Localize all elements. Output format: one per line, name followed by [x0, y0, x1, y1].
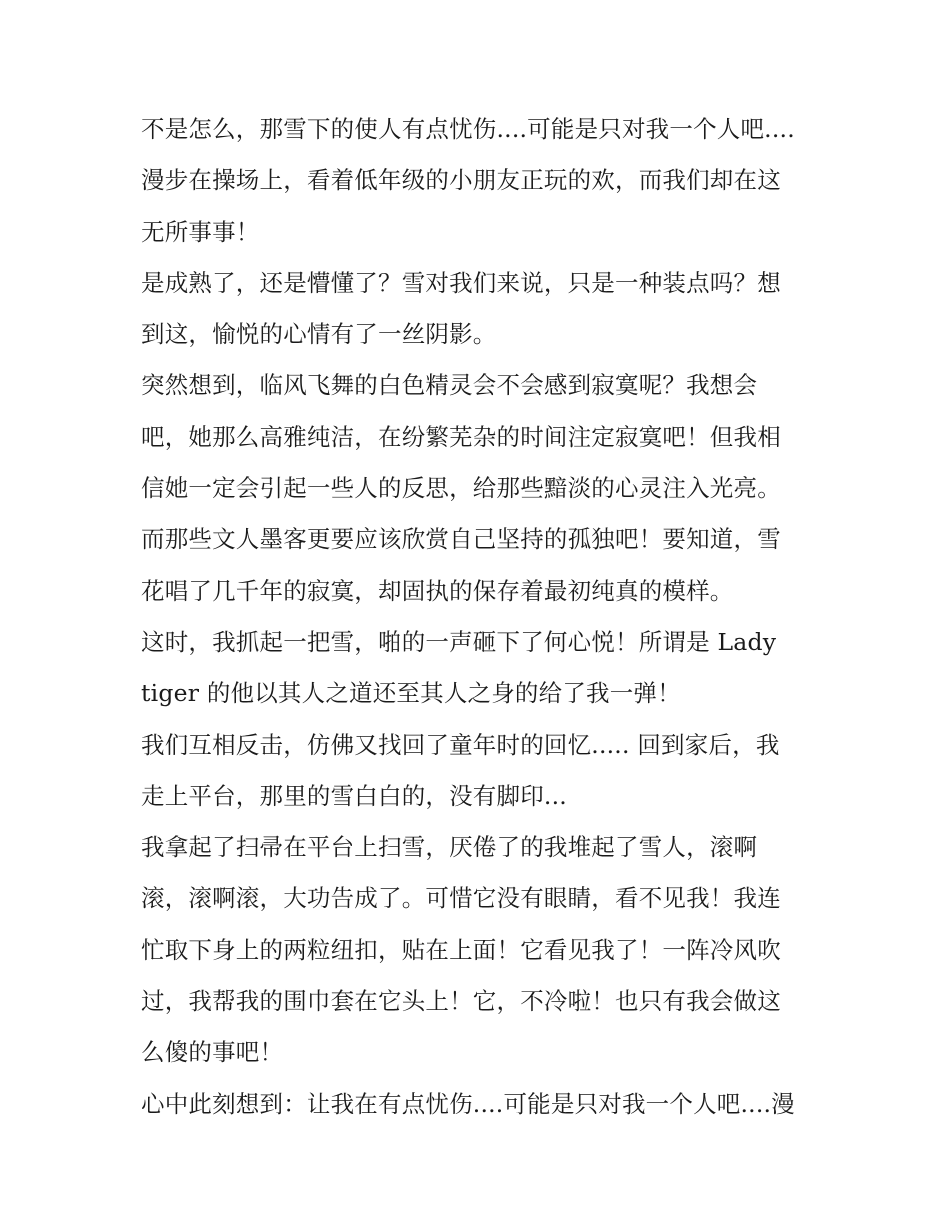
text-line: 忙取下身上的两粒纽扣，贴在上面！它看见我了！一阵冷风吹 — [141, 935, 781, 964]
text-line: 心中此刻想到：让我在有点忧伤....可能是只对我一个人吧....漫 — [141, 1089, 795, 1118]
text-line: 信她一定会引起一些人的反思，给那些黯淡的心灵注入光亮。 — [141, 474, 781, 503]
text-line: 漫步在操场上，看着低年级的小朋友正玩的欢，而我们却在这 — [141, 166, 781, 195]
text-line: 而那些文人墨客更要应该欣赏自己坚持的孤独吧！要知道，雪 — [141, 525, 781, 554]
text-line: 到这，愉悦的心情有了一丝阴影。 — [141, 320, 497, 349]
text-line: 无所事事！ — [141, 217, 260, 246]
text-line: 过，我帮我的围巾套在它头上！它，不冷啦！也只有我会做这 — [141, 987, 781, 1016]
essay-body — [141, 104, 813, 1130]
text-line: 不是怎么，那雪下的使人有点忧伤....可能是只对我一个人吧.... — [141, 115, 795, 143]
text-line: 这时，我抓起一把雪，啪的一声砸下了何心悦！所谓是 Lady — [141, 627, 777, 656]
text-line: 我们互相反击，仿佛又找回了童年时的回忆..... 回到家后，我 — [141, 730, 780, 759]
text-line: 么傻的事吧！ — [141, 1038, 284, 1067]
text-line: 我拿起了扫帚在平台上扫雪，厌倦了的我堆起了雪人，滚啊 — [141, 833, 758, 862]
text-line: 走上平台，那里的雪白白的，没有脚印... — [141, 781, 567, 810]
text-line: 滚，滚啊滚，大功告成了。可惜它没有眼睛，看不见我！我连 — [141, 884, 781, 913]
text-line: tiger 的他以其人之道还至其人之身的给了我一弹！ — [141, 679, 681, 708]
text-line: 突然想到，临风飞舞的白色精灵会不会感到寂寞呢？我想会 — [141, 371, 758, 400]
text-line: 吧，她那么高雅纯洁，在纷繁芜杂的时间注定寂寞吧！但我相 — [141, 422, 781, 451]
text-line: 花唱了几千年的寂寞，却固执的保存着最初纯真的模样。 — [141, 576, 734, 605]
text-line: 是成熟了，还是懵懂了？雪对我们来说，只是一种装点吗？想 — [141, 268, 781, 297]
